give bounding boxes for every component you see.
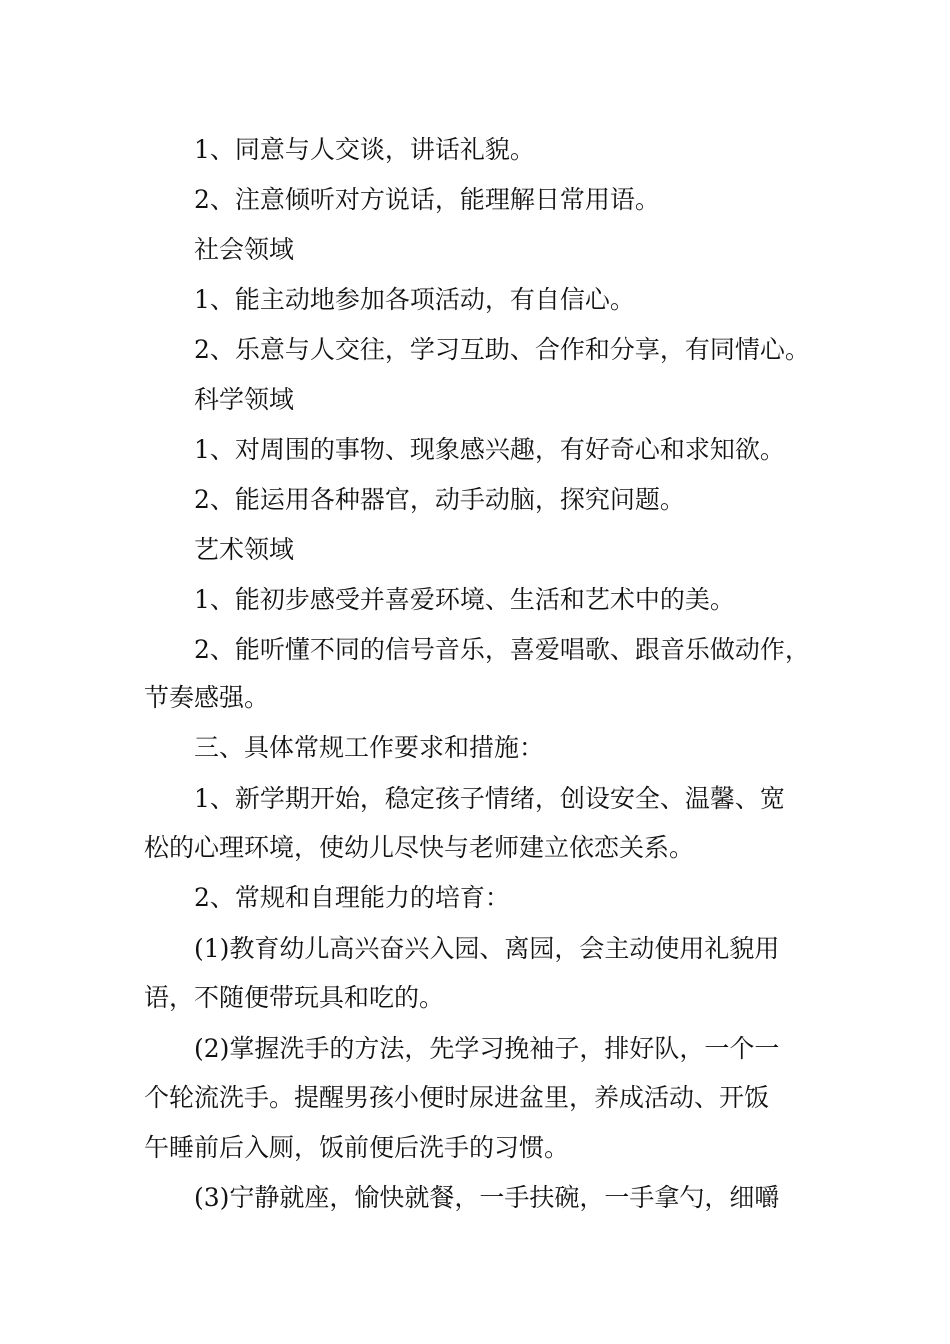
text-line: 1、能初步感受并喜爱环境、生活和艺术中的美。 xyxy=(194,585,735,614)
text-line: 2、能运用各种器官，动手动脑，探究问题。 xyxy=(194,485,685,514)
text-line: (3)宁静就座，愉快就餐，一手扶碗，一手拿勺，细嚼 xyxy=(194,1183,780,1212)
text-line: 2、注意倾听对方说话，能理解日常用语。 xyxy=(194,185,660,214)
text-line: 2、乐意与人交往，学习互助、合作和分享，有同情心。 xyxy=(194,335,810,364)
section-heading-science: 科学领域 xyxy=(194,385,295,414)
text-line: 1、同意与人交谈，讲话礼貌。 xyxy=(194,135,535,164)
section-heading-art: 艺术领域 xyxy=(194,535,295,564)
text-line: 午睡前后入厕，饭前便后洗手的习惯。 xyxy=(144,1133,570,1162)
text-line: 1、能主动地参加各项活动，有自信心。 xyxy=(194,285,635,314)
text-line: 2、能听懂不同的信号音乐，喜爱唱歌、跟音乐做动作， xyxy=(194,635,810,664)
text-line: 1、新学期开始，稳定孩子情绪，创设安全、温馨、宽 xyxy=(194,784,785,813)
text-line: 个轮流洗手。提醒男孩小便时尿进盆里，养成活动、开饭 xyxy=(144,1083,770,1112)
text-line: 节奏感强。 xyxy=(144,683,270,712)
text-line: (2)掌握洗手的方法，先学习挽袖子，排好队，一个一 xyxy=(194,1034,780,1063)
text-line: 松的心理环境，使幼儿尽快与老师建立依恋关系。 xyxy=(144,833,695,862)
text-line: 语，不随便带玩具和吃的。 xyxy=(144,983,445,1012)
section-heading-social: 社会领域 xyxy=(194,235,295,264)
text-line: 1、对周围的事物、现象感兴趣，有好奇心和求知欲。 xyxy=(194,435,785,464)
section-heading-routine: 三、具体常规工作要求和措施： xyxy=(194,733,545,762)
text-line: 2、常规和自理能力的培育： xyxy=(194,883,510,912)
text-line: (1)教育幼儿高兴奋兴入园、离园，会主动使用礼貌用 xyxy=(194,934,780,963)
